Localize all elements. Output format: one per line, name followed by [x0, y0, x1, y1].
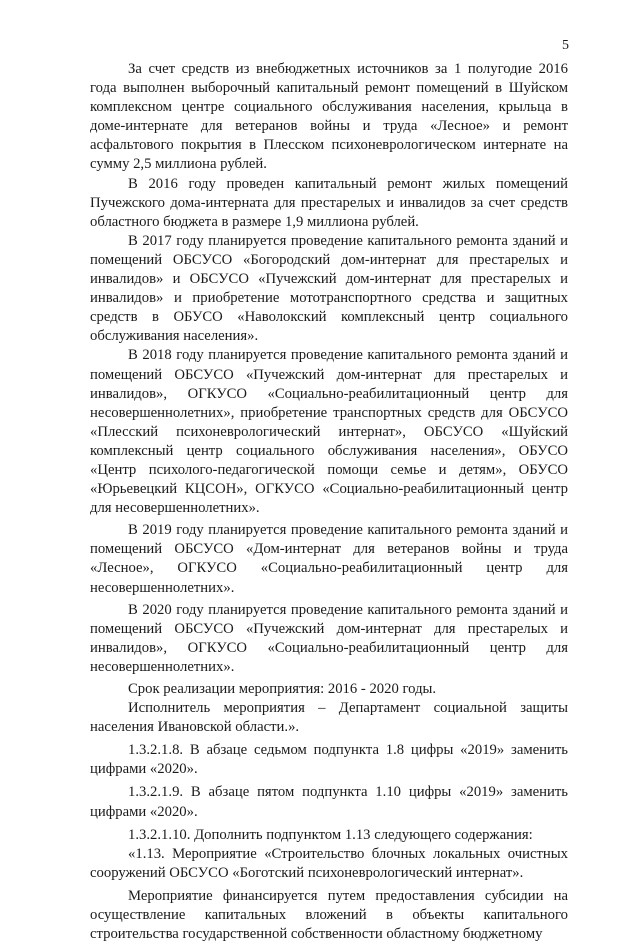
paragraph-amendment-1-3-2-1-8: 1.3.2.1.8. В абзаце седьмом подпункта 1.8 цифры «2019» заменить цифрами «2020». — [90, 742, 568, 778]
paragraph-amendment-1-3-2-1-9: 1.3.2.1.9. В абзаце пятом подпункта 1.10 цифры «2019» заменить цифрами «2020». — [90, 784, 568, 820]
paragraph-executor: Исполнитель мероприятия – Департамент социальной защиты населения Ивановской области.». — [90, 700, 568, 736]
paragraph-2020-plan: В 2020 году планируется проведение капитального ремонта зданий и помещений ОБСУСО «Пучежский дом-интернат для престарелых и инвалидов», ОГКУСО «Социально-реабилитационный центр для несовершеннолетних». — [90, 601, 568, 675]
page-number: 5 — [562, 38, 569, 53]
paragraph-2016-repair: В 2016 году проведен капитальный ремонт жилых помещений Пучежского дома-интерната для престарелых и инвалидов за счет средств областного бюджета в размере 1,9 миллиона рублей. — [90, 175, 568, 230]
paragraph-amendment-1-3-2-1-10: 1.3.2.1.10. Дополнить подпунктом 1.13 следующего содержания: — [128, 826, 533, 843]
document-body — [90, 60, 568, 944]
paragraph-implementation-period: Срок реализации мероприятия: 2016 - 2020 годы. — [128, 681, 437, 697]
paragraph-financing: Мероприятие финансируется путем предоставления субсидии на осуществление капитальных вложений в объекты капитального строительства государственной собственности областному бюджетному — [90, 887, 568, 943]
paragraph-2017-plan: В 2017 году планируется проведение капитального ремонта зданий и помещений ОБСУСО «Богородский дом-интернат для престарелых и инвалидов» и ОБСУСО «Пучежский дом-интернат для престарелых и инвалидов» и приобретение мототранспортного средства и защитных средств в ОБУСО «Наволокский комплексный центр социального обслуживания населения». — [90, 232, 568, 345]
paragraph-measure-1-13: «1.13. Мероприятие «Строительство блочных локальных очистных сооружений ОБСУСО «Боготский психоневрологический интернат». — [90, 845, 568, 881]
paragraph-extrabudgetary-repairs: За счет средств из внебюджетных источников за 1 полугодие 2016 года выполнен выборочный капитальный ремонт помещений в Шуйском комплексном центре социального обслуживания населения, крыльца в доме-интернате для ветеранов войны и труда «Лесное» и ремонт асфальтового покрытия в Плесском психоневрологическом интернате на сумму 2,5 миллиона рублей. — [90, 61, 568, 173]
paragraph-2019-plan: В 2019 году планируется проведение капитального ремонта зданий и помещений ОБСУСО «Дом-интернат для ветеранов войны и труда «Лесное», ОГКУСО «Социально-реабилитационный центр для несовершеннолетних». — [90, 522, 568, 596]
paragraph-2018-plan: В 2018 году планируется проведение капитального ремонта зданий и помещений ОБСУСО «Пучежский дом-интернат для престарелых и инвалидов», ОГКУСО «Социально-реабилитационный центр для несовершеннолетних», приобретение транспортных средств для ОБСУСО «Плесский психоневрологический интернат», ОБСУСО «Шуйский комплексный центр социального обслуживания населения», ОБУСО «Центр психолого-педагогической помощи семье и детям», ОБУСО «Юрьевецкий КЦСОН», ОГКУСО «Социально-реабилитационный центр для несовершеннолетних». — [90, 347, 568, 517]
